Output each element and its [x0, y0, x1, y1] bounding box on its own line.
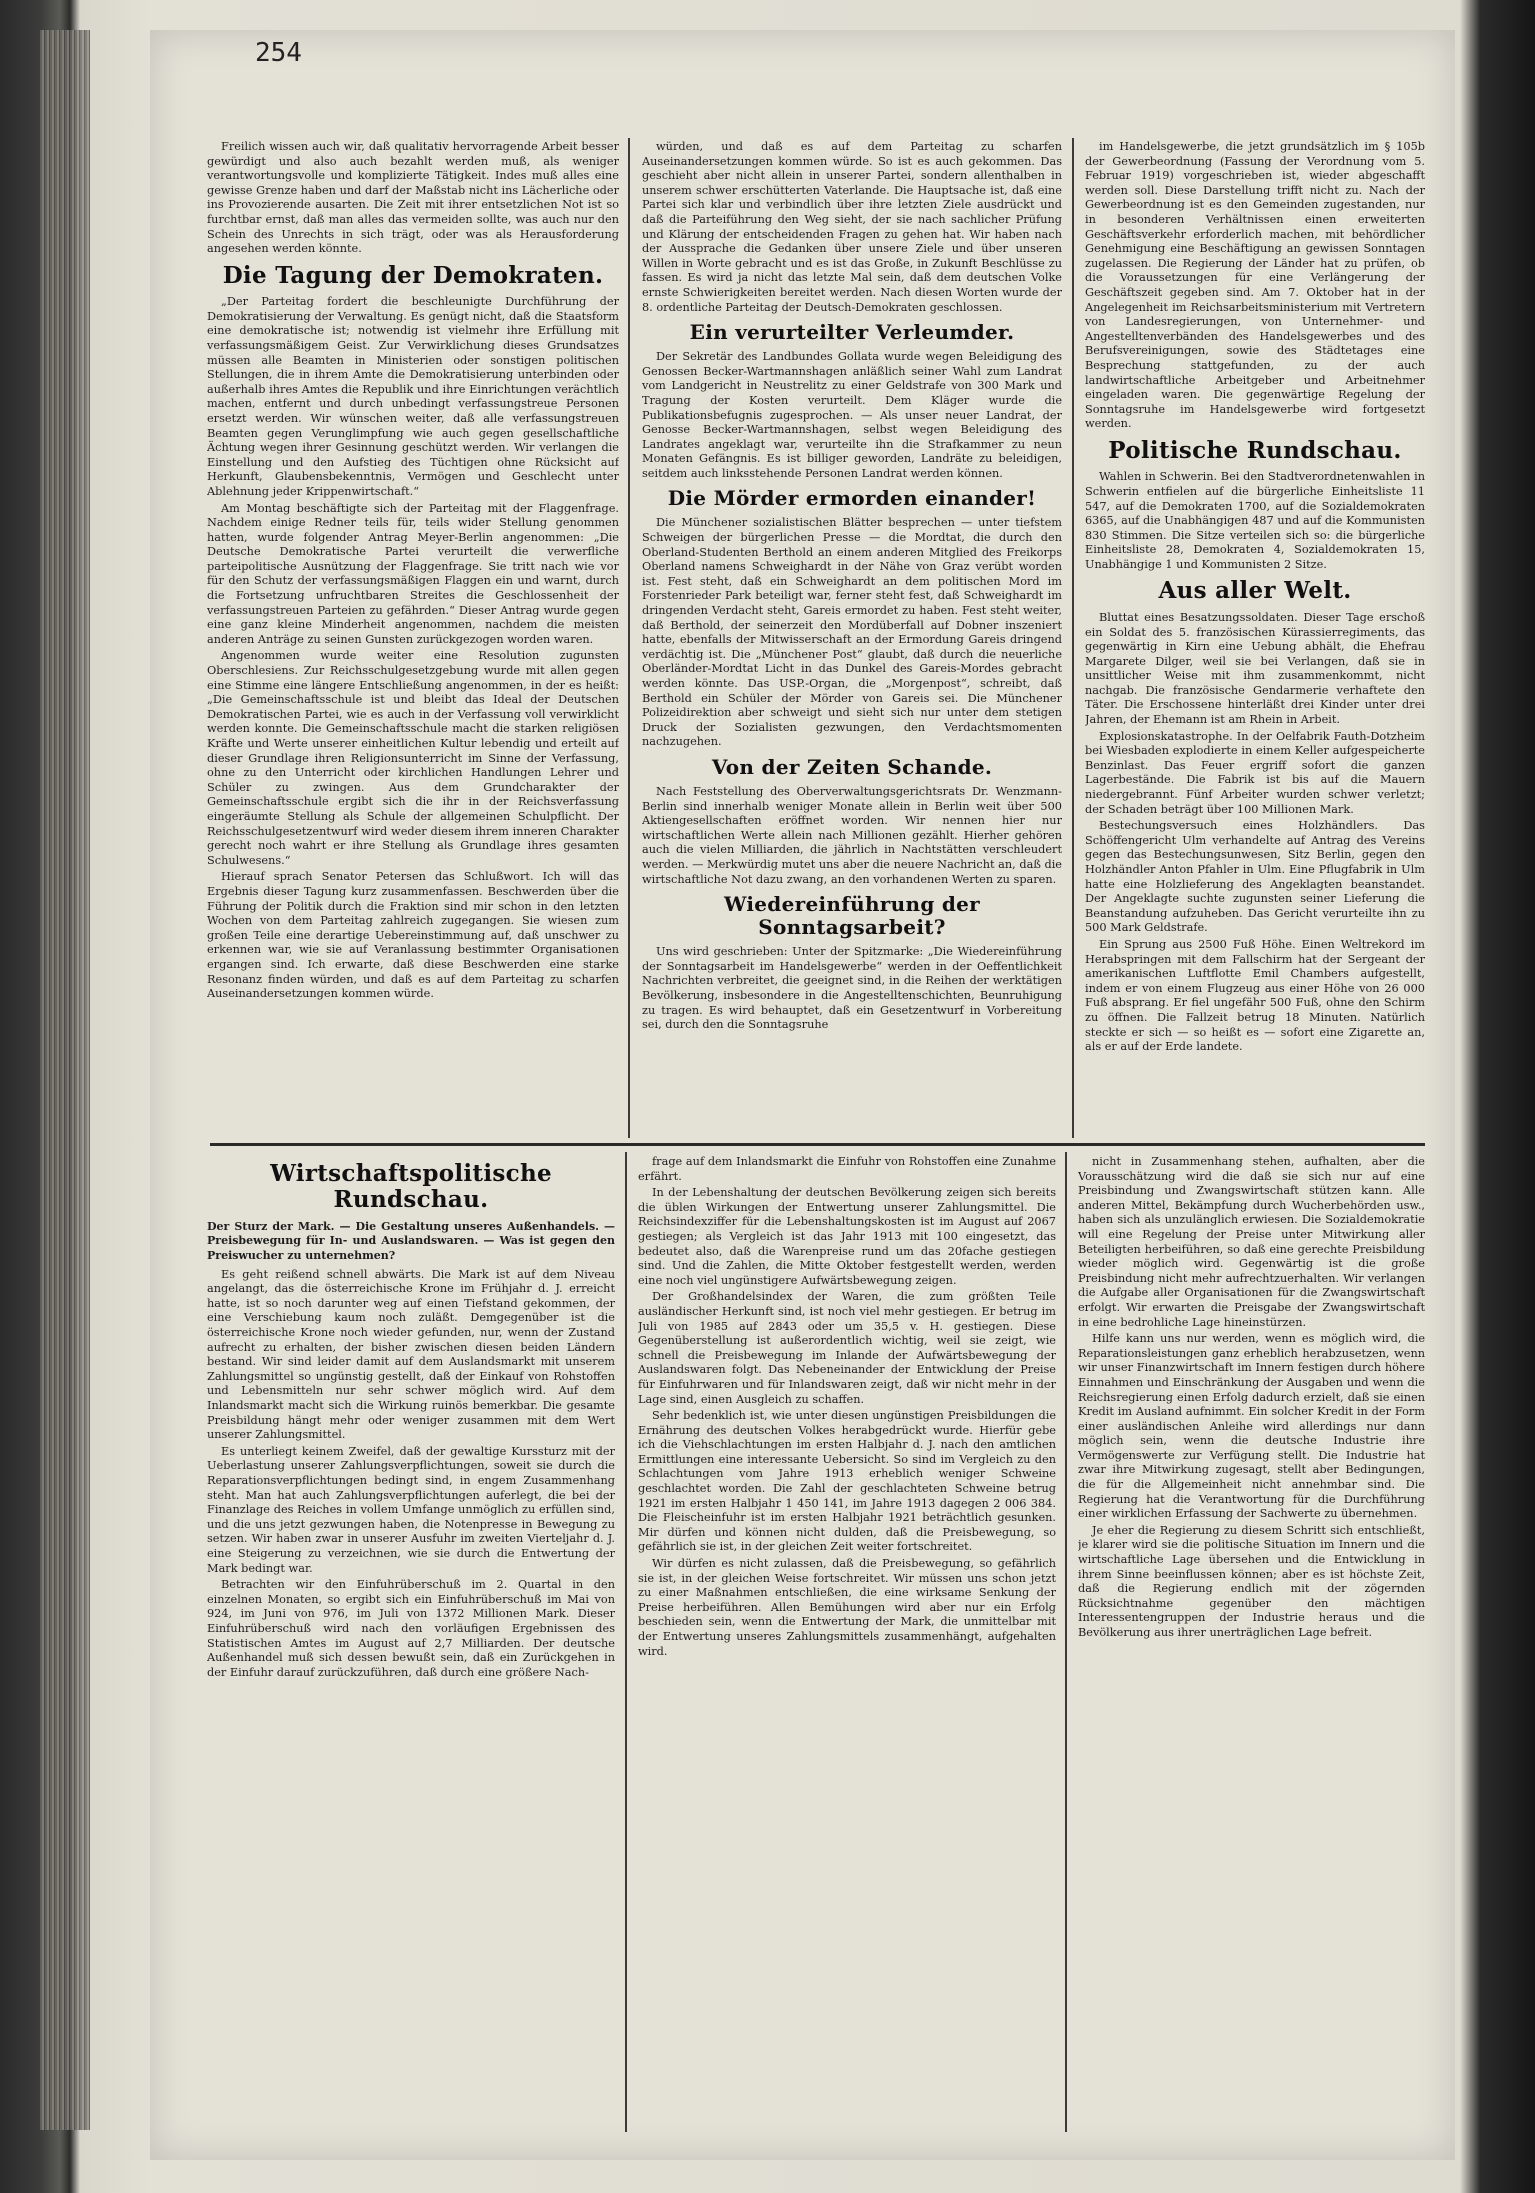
- column-divider-top-2: [1072, 138, 1074, 1138]
- article-paragraph: Uns wird geschrieben: Unter der Spitzmarke: „Die Wiedereinführung der Sonntagsarbeit im Handelsgewerbe“ werden in der Oeffentlichkeit Nachrichten verbreitet, die geeignet sind, in die Reihen der werktätigen Bevölkerung, insbesondere in die Angestelltenschichten, Beunruhigung zu tragen. Es wird behauptet, daß ein Gesetzentwurf in Vorbereitung sei, durch den die Sonntagsruhe: [642, 945, 1062, 1032]
- bottom-column-2: [638, 1155, 1056, 2130]
- newspaper-page: [150, 30, 1455, 2160]
- article-paragraph: Es unterliegt keinem Zweifel, daß der gewaltige Kurssturz mit der Ueberlastung unserer Zahlungsverpflichtungen, soweit sie durch die Reparationsverpflichtungen bedingt sind, in engem Zusammenhang steht. Man hat auch Zahlungsverpflichtungen auferlegt, die bei der Finanzlage des Reiches in vollem Umfange unmöglich zu erfüllen sind, und die uns jetzt gezwungen haben, die Notenpresse in Bewegung zu setzen. Wir haben zwar in unserer Ausfuhr im zweiten Vierteljahr d. J. eine Steigerung zu verzeichnen, wie sie durch die Entwertung der Mark bedingt war.: [207, 1444, 615, 1575]
- article-paragraph: Der Sekretär des Landbundes Gollata wurde wegen Beleidigung des Genossen Becker-Wartmannshagen anläßlich seiner Wahl zum Landrat vom Landgericht in Neustrelitz zu einer Geldstrafe von 300 Mark und Tragung der Kosten verurteilt. Dem Kläger wurde die Publikationsbefugnis zugesprochen. — Als unser neuer Landrat, der Genosse Becker-Wartmannshagen, selbst wegen Beleidigung des Landrates angeklagt war, verurteilte ihn die Strafkammer zu neun Monaten Gefängnis. Es ist billiger geworden, Landräte zu beleidigen, seitdem auch linksstehende Personen Landrat werden können.: [642, 350, 1062, 480]
- article-paragraph: Je eher die Regierung zu diesem Schritt sich entschließt, je klarer wird sie die politische Situation im Innern und die wirtschaftliche Lage übersehen und die Entwicklung in ihrem Sinne beeinflussen können; aber es ist höchste Zeit, daß die Regierung endlich mit der zögernden Rücksichtnahme gegenüber den mächtigen Interessentengruppen der Industrie heraus und die Bevölkerung aus ihrer unerträglichen Lage befreit.: [1078, 1523, 1425, 1639]
- headline-times-shame: Von der Zeiten Schande.: [711, 754, 993, 779]
- top-column-3: [1085, 140, 1425, 1138]
- section-separator: [210, 1143, 1425, 1146]
- article-paragraph: Angenommen wurde weiter eine Resolution zugunsten Oberschlesiens. Zur Reichsschulgesetzgebung wurde mit allen gegen eine Stimme eine längere Entschließung angenommen, in der es heißt: „Die Gemeinschaftsschule ist und bleibt das Ideal der Deutschen Demokratischen Partei, wie es auch in der Verfassung voll verwirklicht werden konnte. Die Gemeinschaftsschule macht die starken religiösen Kräfte und Werte unserer einheitlichen Kultur lebendig und erteilt auf dieser Grundlage ihren Religionsunterricht im Sinne der Verfassung, ohne zu den Unterricht oder kirchlichen Handlungen Lehrer und Schüler zu zwingen. Aus dem Grundcharakter der Gemeinschaftsschule ergibt sich die ihr in der Reichsverfassung eingeräumte Stellung als Schule der allgemeinen Schulpflicht. Der Reichsschulgesetzentwurf wird weder diesem ihrem inneren Charakter gerecht noch wahrt er ihre Stellung als Grundlage ihres gesamten Schulwesens.“: [207, 649, 619, 867]
- article-paragraph: im Handelsgewerbe, die jetzt grundsätzlich im § 105b der Gewerbeordnung (Fassung der Verordnung vom 5. Februar 1919) vorgeschrieben ist, wieder abgeschafft werden soll. Diese Darstellung trifft nicht zu. Nach der Gewerbeordnung ist es den Gemeinden zugestanden, nur in besonderen Verhältnissen einen erweiterten Geschäftsverkehr erforderlich machen, mit behördlicher Genehmigung eine Beschäftigung an gewissen Sonntagen zugelassen. Die Regierung der Länder hat zu prüfen, ob die Voraussetzungen für eine Verlängerung der Geschäftszeit gegeben sind. Am 7. Oktober hat in der Angelegenheit im Reichsarbeitsministerium mit Vertretern von Landesregierungen, von Unternehmer- und Angestelltenverbänden des Handelsgewerbes und des Berufsvereinigungen, sowie des Städtetages eine Besprechung stattgefunden, zu der auch landwirtschaftliche Arbeitgeber und Arbeitnehmer eingeladen waren. Die gegenwärtige Regelung der Sonntagsruhe im Handelsgewerbe wird fortgesetzt werden.: [1085, 140, 1425, 431]
- article-paragraph: Wir dürfen es nicht zulassen, daß die Preisbewegung, so gefährlich sie ist, in der gleichen Weise fortschreitet. Wir müssen uns schon jetzt zu einer Maßnahmen entschließen, die eine wirksame Senkung der Preise herbeiführen. Allen Bemühungen wird aber nur ein Erfolg beschieden sein, wenn die Entwertung der Mark, die unmittelbar mit der Entwertung unseres Zahlungsmittels zusammenhängt, aufgehalten wird.: [638, 1557, 1056, 1658]
- top-column-1: [207, 140, 619, 1138]
- article-paragraph: würden, und daß es auf dem Parteitag zu scharfen Auseinandersetzungen kommen würde. So ist es auch gekommen. Das geschieht aber nicht allein in unserer Partei, sondern allenthalben in unserem schwer erschütterten Vaterlande. Die Hauptsache ist, daß eine Partei sich klar und verbindlich über ihre letzten Ziele ausdrückt und daß die Parteiführung den Weg sieht, der sie nach sachlicher Prüfung und Klärung der entscheidenden Fragen zu gehen hat. Wir haben nach der Aussprache die Gedanken über unsere Ziele und über unseren Willen in Worte gebracht und es ist das Große, in Zukunft Beschlüsse zu fassen. Es wird ja nicht das letzte Mal sein, daß dem deutschen Volke ernste Schwierigkeiten bereitet werden. Nach diesen Worten wurde der 8. ordentliche Parteitag der Deutsch-Demokraten geschlossen.: [642, 140, 1062, 314]
- article-paragraph: Explosionskatastrophe. In der Oelfabrik Fauth-Dotzheim bei Wiesbaden explodierte in einem Keller aufgespeicherte Benzinlast. Das Feuer ergriff sofort die ganzen Lagerbestände. Die Fabrik ist bis auf die Mauern niedergebrannt. Fünf Arbeiter wurden schwer verletzt; der Schaden beträgt über 100 Millionen Mark.: [1085, 729, 1425, 816]
- article-paragraph: Bestechungsversuch eines Holzhändlers. Das Schöffengericht Ulm verhandelte auf Antrag des Vereins gegen das Bestechungsunwesen, Sitz Berlin, gegen den Holzhändler Anton Pfahler in Ulm. Eine Pflugfabrik in Ulm hatte eine Holzlieferung des Angeklagten beanstandet. Der Angeklagte suchte zugunsten seiner Lieferung die Beanstandung aufzuheben. Das Gericht verurteilte ihn zu 500 Mark Geldstrafe.: [1085, 819, 1425, 935]
- headline-political-review: Politische Rundschau.: [1108, 436, 1402, 464]
- article-paragraph: Wahlen in Schwerin. Bei den Stadtverordnetenwahlen in Schwerin entfielen auf die bürgerliche Einheitsliste 11 547, auf die Demokraten 1700, auf die Sozialdemokraten 6365, auf die Unabhängigen 487 und auf die Kommunisten 830 Stimmen. Die Sitze verteilen sich so: die bürgerliche Einheitsliste 28, Demokraten 4, Sozialdemokraten 15, Unabhängige 1 und Kommunisten 2 Sitze.: [1085, 470, 1425, 571]
- column-divider-bottom-2: [1065, 1152, 1067, 2132]
- lead-paragraph: Freilich wissen auch wir, daß qualitativ hervorragende Arbeit besser gewürdigt und also auch bezahlt werden muß, als weniger verantwortungsvolle und komplizierte Tätigkeit. Indes muß alles eine gewisse Grenze haben und darf der Maßstab nicht ins Lächerliche oder ins Provozierende ausarten. Die Zeit mit ihrer entsetzlichen Not ist so furchtbar ernst, daß man alles das vermeiden sollte, was auch nur den Schein des Unrechts in sich trägt, oder was als Herausforderung angesehen werden könnte.: [207, 140, 619, 256]
- article-paragraph: Sehr bedenklich ist, wie unter diesen ungünstigen Preisbildungen die Ernährung des deutschen Volkes herabgedrückt wurde. Hierfür gebe ich die Viehschlachtungen im ersten Halbjahr d. J. nach den amtlichen Ermittlungen eine interessante Uebersicht. So sind im Vergleich zu den Schlachtungen vom Jahre 1913 erheblich weniger Schweine geschlachtet worden. Die Zahl der geschlachteten Schweine betrug 1921 im ersten Halbjahr 1 450 141, im Jahre 1913 dagegen 2 006 384. Die Fleischeinfuhr ist im ersten Halbjahr 1921 beträchtlich gesunken. Mir dürfen und können nicht dulden, daß die Preisbewegung, so gefährlich sie ist, in der gleichen Zeit weiter fortschreitet.: [638, 1409, 1056, 1554]
- article-paragraph: In der Lebenshaltung der deutschen Bevölkerung zeigen sich bereits die üblen Wirkungen der Entwertung unserer Zahlungsmittel. Die Reichsindexziffer für die Lebenshaltungskosten ist im August auf 2067 gestiegen; als Vergleich ist das Jahr 1913 mit 100 eingesetzt, das bedeutet also, daß die Warenpreise rund um das 20fache gestiegen sind. Und die Zahlen, die Mitte Oktober festgestellt werden, werden eine noch viel ungünstigere Aufwärtsbewegung zeigen.: [638, 1186, 1056, 1287]
- article-paragraph: Nach Feststellung des Oberverwaltungsgerichtsrats Dr. Wenzmann-Berlin sind innerhalb weniger Monate allein in Berlin weit über 500 Aktiengesellschaften eröffnet worden. Wir nennen hier nur wirtschaftlichen Werte allein nach Millionen gezählt. Hierher gehören auch die vielen Milliarden, die jährlich in Nachtstätten verschleudert werden. — Merkwürdig mutet uns aber die neuere Nachricht an, daß die wirtschaftliche Not dazu zwang, an den vorhandenen Werten zu sparen.: [642, 784, 1062, 886]
- headline-democrats-congress: Die Tagung der Demokraten.: [222, 261, 604, 289]
- column-divider-top-1: [628, 138, 630, 1138]
- article-paragraph: Es geht reißend schnell abwärts. Die Mark ist auf dem Niveau angelangt, das die österreichische Krone im Frühjahr d. J. erreicht hatte, ist so noch darunter weg auf einen Tiefstand gekommen, der eine Verschiebung kaum noch zuläßt. Demgegenüber ist die österreichische Krone noch wieder gefunden, nur, wenn der Zustand aufrecht zu erhalten, der bisher zwischen diesen beiden Ländern bestand. Wir sind leider damit auf dem Auslandsmarkt mit unserem Zahlungsmittel so ungünstig gestellt, daß der Einkauf von Rohstoffen und Lebensmitteln nur sehr schwer möglich wird. Auf dem Inlandsmarkt macht sich die Wirkung ruinös bemerkbar. Die gesamte Preisbildung hängt mehr oder weniger zusammen mit dem Wert unserer Zahlungsmittel.: [207, 1267, 615, 1442]
- headline-subline: Der Sturz der Mark. — Die Gestaltung unseres Außenhandels. — Preisbewegung für In- und Auslandswaren. — Was ist gegen den Preiswucher zu unternehmen?: [207, 1219, 615, 1263]
- article-paragraph: frage auf dem Inlandsmarkt die Einfuhr von Rohstoffen eine Zunahme erfährt.: [638, 1155, 1056, 1183]
- top-column-2: [642, 140, 1062, 1138]
- article-paragraph: Hierauf sprach Senator Petersen das Schlußwort. Ich will das Ergebnis dieser Tagung kurz zusammenfassen. Beschwerden über die Führung der Politik durch die Fraktion sind mir schon in den letzten Wochen von dem Parteitag zahlreich zugegangen. Sie wiesen zum großen Teile eine derartige Uebereinstimmung auf, daß unschwer zu erkennen war, wie sie auf Veranlassung bestimmter Organisationen ergangen sind. Ich erwarte, daß diese Beschwerden eine starke Resonanz finden würden, und daß es auf dem Parteitag zu scharfen Auseinandersetzungen kommen würde.: [207, 870, 619, 1001]
- article-paragraph: nicht in Zusammenhang stehen, aufhalten, aber die Vorausschätzung wird die daß sie sich nur auf eine Preisbindung und Zwangswirtschaft stützen kann. Alle anderen Mittel, Bekämpfung durch Wucherbehörden usw., haben sich als unzulänglich erwiesen. Die Sozialdemokratie will eine Regelung der Preise unter Mitwirkung aller Beteiligten herbeiführen, so daß eine gerechte Preisbildung wieder möglich wird. Gegenwärtig ist die große Preisbindung nicht mehr aufrechtzuerhalten. Wir verlangen die Aufgabe aller Organisationen für die Zwangswirtschaft erfolgt. Wir erwarten die Preisgabe der Zwangswirtschaft in eine bedrohliche Lage hineinstürzen.: [1078, 1155, 1425, 1329]
- article-paragraph: Betrachten wir den Einfuhrüberschuß im 2. Quartal in den einzelnen Monaten, so ergibt sich ein Einfuhrüberschuß im Mai von 924, im Juni von 976, im Juli von 1372 Millionen Mark. Dieser Einfuhrüberschuß wird nach den vorläufigen Ergebnissen des Statistischen Amtes im August auf 2,7 Milliarden. Der deutsche Außenhandel muß sich dessen bewußt sein, daß ein Zurückgehen in der Einfuhr darauf zurückzuführen, daß durch eine größere Nach-: [207, 1578, 615, 1679]
- page-number: 254: [255, 38, 302, 68]
- headline-murderers: Die Mörder ermorden einander!: [667, 486, 1037, 511]
- column-divider-bottom-1: [625, 1152, 627, 2132]
- headline-convicted-slanderer: Ein verurteilter Verleumder.: [689, 320, 1015, 345]
- article-paragraph: Ein Sprung aus 2500 Fuß Höhe. Einen Weltrekord im Herabspringen mit dem Fallschirm hat der Sergeant der amerikanischen Luftflotte Emil Chambers aufgestellt, indem er von einem Flugzeug aus einer Höhe von 26 000 Fuß absprang. Er fiel ungefähr 500 Fuß, ohne den Schirm zu öffnen. Die Fallzeit betrug 18 Minuten. Natürlich steckte er sich — so heißt es — sofort eine Zigarette an, als er auf der Erde landete.: [1085, 937, 1425, 1054]
- article-paragraph: Am Montag beschäftigte sich der Parteitag mit der Flaggenfrage. Nachdem einige Redner teils für, teils wider Stellung genommen hatten, wurde folgender Antrag Meyer-Berlin angenommen: „Die Deutsche Demokratische Partei verurteilt die verwerfliche parteipolitische Ausnützung der Flaggenfrage. Sie tritt nach wie vor für den Schutz der verfassungsmäßigen Flaggen ein und warnt, durch die Fortsetzung unfruchtbaren Streites die Geschlossenheit der verfassungstreuen Parteien zu gefährden.“ Dieser Antrag wurde gegen eine ganz kleine Minderheit angenommen, nachdem die meisten anderen Anträge zu seinen Gunsten zurückgezogen worden waren.: [207, 501, 619, 646]
- article-paragraph: Hilfe kann uns nur werden, wenn es möglich wird, die Reparationsleistungen ganz erheblich herabzusetzen, wenn wir unser Finanzwirtschaft im Innern festigen durch höhere Einnahmen und Einschränkung der Ausgaben und wenn die Reichsregierung einen Erfolg dadurch erzielt, daß sie einen Kredit im Ausland aufnimmt. Ein solcher Kredit in der Form einer ausländischen Anleihe wird allerdings nur dann möglich sein, wenn die deutsche Industrie ihre Vermögenswerte zur Verfügung stellt. Die Industrie hat zwar ihre Mitwirkung zugesagt, stellt aber Bedingungen, die für die Allgemeinheit nicht annehmbar sind. Die Regierung hat die Verantwortung für die Durchführung einer wirklichen Erfassung der Sachwerte zu übernehmen.: [1078, 1332, 1425, 1521]
- headline-world-news: Aus aller Welt.: [1158, 577, 1352, 605]
- article-paragraph: „Der Parteitag fordert die beschleunigte Durchführung der Demokratisierung der Verwaltung. Es genügt nicht, daß die Staatsform eine demokratische ist; notwendig ist vielmehr ihre Erfüllung mit verfassungsmäßigem Geist. Zur Verwirklichung dieses Grundsatzes müssen alle Beamten in Ministerien oder sonstigen politischen Stellungen, die in ihrem Amte die Demokratisierung unterbinden oder außerhalb ihres Amtes die Republik und ihre Einrichtungen verächtlich machen, entfernt und durch unbedingt verfassungstreue Personen ersetzt werden. Wir wünschen weiter, daß alle verfassungstreuen Beamten gegen Verunglimpfung wie auch gegen gesellschaftliche Ächtung wegen ihrer Gesinnung geschützt werden. Wir verlangen die Einstellung und den Aufstieg des Tüchtigen ohne Rücksicht auf Herkunft, Glaubensbekenntnis, Vermögen und Geschlecht unter Ablehnung jeder Krippenwirtschaft.“: [207, 295, 619, 498]
- book-spine: [40, 30, 90, 2130]
- article-paragraph: Die Münchener sozialistischen Blätter besprechen — unter tiefstem Schweigen der bürgerlichen Presse — die Mordtat, die durch den Oberland-Studenten Berthold an einem anderen Mitglied des Freikorps Oberland namens Schweighardt in der Nähe von Graz verübt worden ist. Fest steht, daß ein Schweighardt an dem politischen Mord im Forstenrieder Park beteiligt war, ferner steht fest, daß Schweighardt im dringenden Verdacht steht, Gareis ermordet zu haben. Fest steht weiter, daß Berthold, der seinerzeit den Mordüberfall auf Dobner inszeniert hatte, ebenfalls der Mitwisserschaft an der Ermordung Gareis dringend verdächtig ist. Die „Münchener Post“ glaubt, daß durch die neuerliche Oberländer-Mordtat Licht in das Dunkel des Gareis-Mordes gebracht werden könnte. Das USP.-Organ, die „Morgenpost“, schreibt, daß Berthold ein Schüler der Mörder von Gareis sei. Die Münchener Polizeidirektion aber schweigt und sieht sich nur unter dem stetigen Druck der Sozialisten gezwungen, den Verdachtsmomenten nachzugehen.: [642, 516, 1062, 749]
- bottom-column-1: [207, 1155, 615, 2130]
- headline-economic-review: Wirtschaftspolitische Rundschau.: [270, 1160, 552, 1214]
- headline-sunday-work: Wiedereinführung der Sonntagsarbeit?: [723, 892, 981, 940]
- bottom-column-3: [1078, 1155, 1425, 2130]
- article-paragraph: Bluttat eines Besatzungssoldaten. Dieser Tage erschoß ein Soldat des 5. französischen Kürassierregiments, das gegenwärtig in Kirn eine Uebung abhält, die Ehefrau Margarete Dilger, weil sie bei Verlangen, daß sie in unsittlicher Weise mit ihm zusammenkommt, nicht nachgab. Die französische Gendarmerie verhaftete den Täter. Die Erschossene hinterläßt drei Kinder unter drei Jahren, der Ehemann ist am Rhein in Arbeit.: [1085, 610, 1425, 727]
- article-paragraph: Der Großhandelsindex der Waren, die zum größten Teile ausländischer Herkunft sind, ist noch viel mehr gestiegen. Er betrug im Juli von 1985 auf 2843 oder um 35,5 v. H. gestiegen. Diese Gegenüberstellung ist außerordentlich wichtig, weil sie zeigt, wie schnell die Preisbewegung im Inlande der Aufwärtsbewegung der Auslandswaren folgt. Das Nebeneinander der Entwicklung der Preise für Einfuhrwaren und für Inlandswaren zeigt, daß wir nicht mehr in der Lage sind, einen Ausgleich zu schaffen.: [638, 1290, 1056, 1406]
